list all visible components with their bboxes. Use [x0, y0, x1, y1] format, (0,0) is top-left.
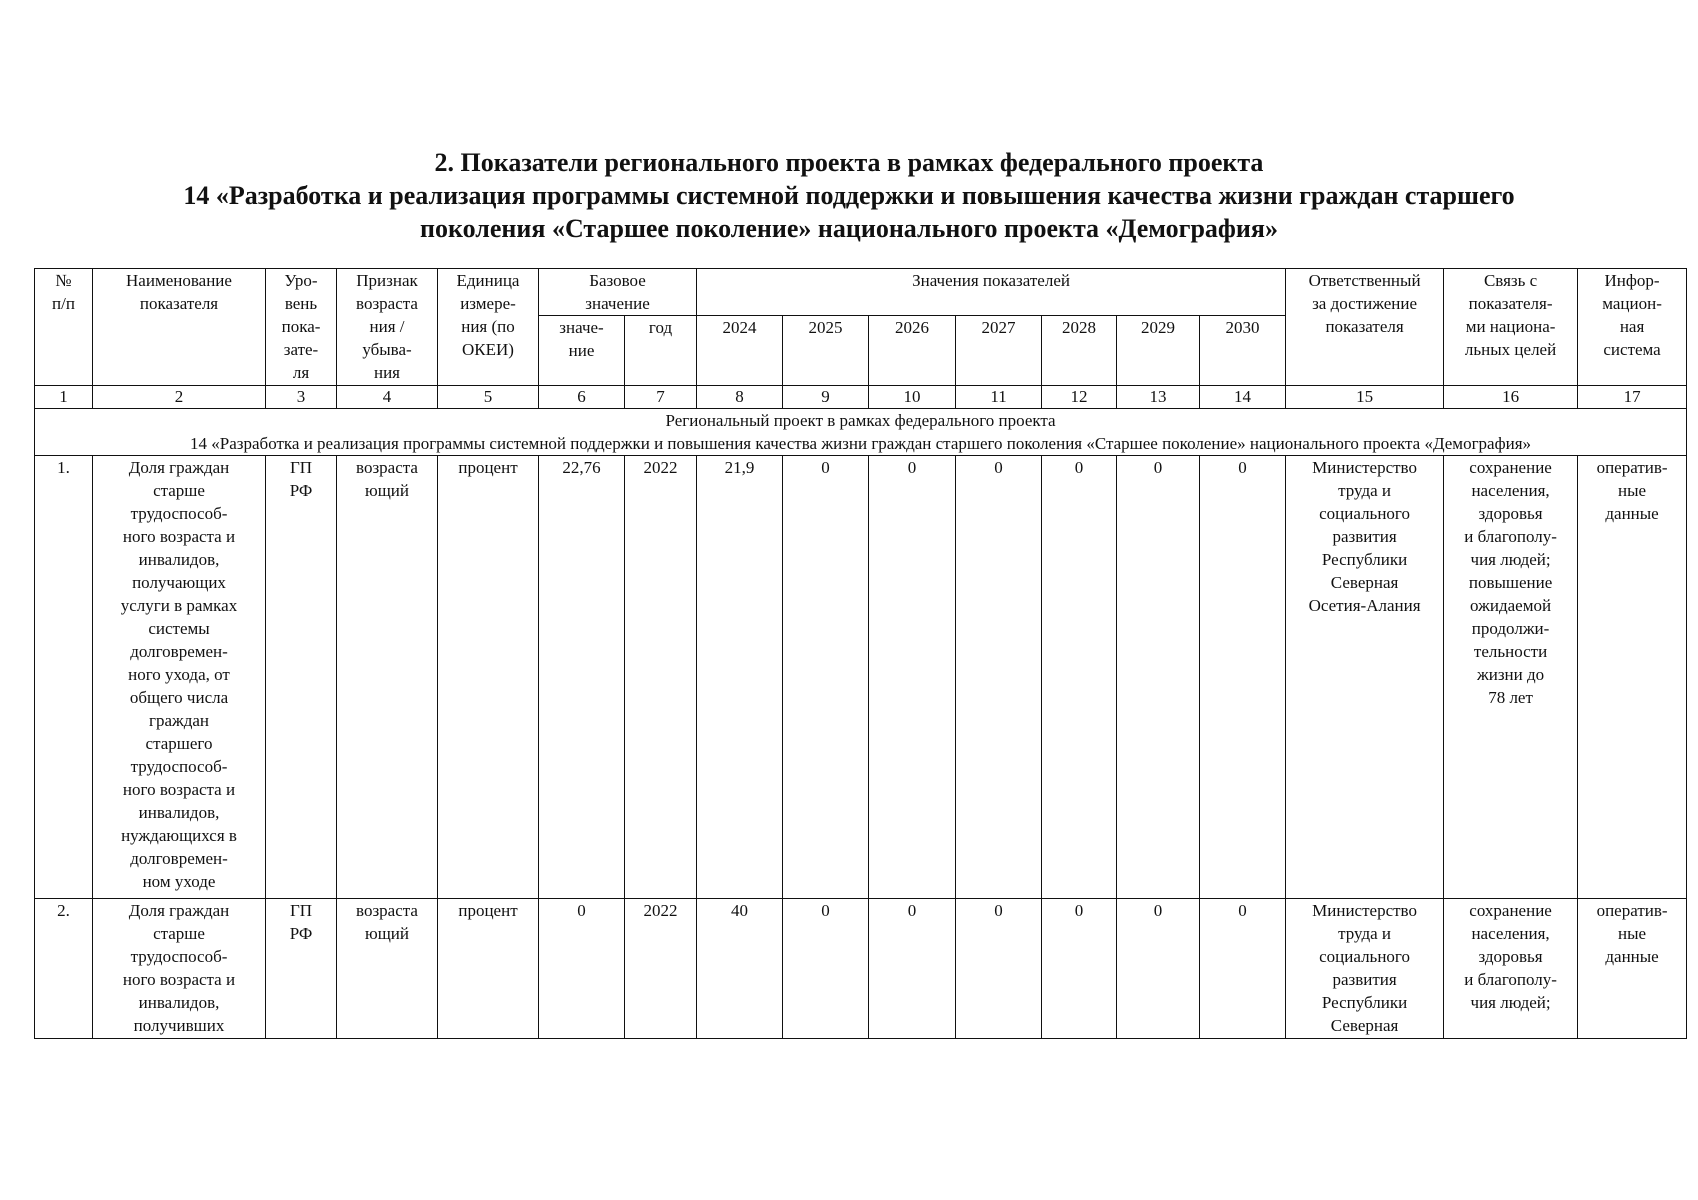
value-2030: 0 [1200, 456, 1286, 899]
value-2025: 0 [783, 456, 869, 899]
value-2027: 0 [956, 456, 1042, 899]
title-line-1: 2. Показатели регионального проекта в рамках федерального проекта [434, 148, 1264, 177]
national-goals-link: сохранение населения, здоровья и благополу- чия людей; [1444, 899, 1578, 1039]
header-responsible: Ответственный за достижение показателя [1286, 269, 1444, 386]
column-number: 9 [783, 386, 869, 409]
column-number: 7 [625, 386, 697, 409]
column-number: 12 [1042, 386, 1117, 409]
column-number: 3 [266, 386, 337, 409]
indicator-name: Доля граждан старше трудоспособ- ного возраста и инвалидов, получивших [93, 899, 266, 1039]
header-link: Связь с показателя- ми национа- льных целей [1444, 269, 1578, 386]
value-2029: 0 [1117, 456, 1200, 899]
value-2024: 40 [697, 899, 783, 1039]
header-year: 2024 [697, 316, 783, 386]
indicator-unit: процент [438, 899, 539, 1039]
header-number: № п/п [35, 269, 93, 386]
header-unit: Единица измере- ния (по ОКЕИ) [438, 269, 539, 386]
header-year: 2026 [869, 316, 956, 386]
value-2025: 0 [783, 899, 869, 1039]
base-value: 22,76 [539, 456, 625, 899]
base-year: 2022 [625, 456, 697, 899]
indicators-table [34, 268, 1687, 1039]
column-number: 4 [337, 386, 438, 409]
column-number: 13 [1117, 386, 1200, 409]
national-goals-link: сохранение населения, здоровья и благополу- чия людей; повышение ожидаемой продолжи- тельности жизни до 78 лет [1444, 456, 1578, 899]
header-year: 2029 [1117, 316, 1200, 386]
indicator-name: Доля граждан старше трудоспособ- ного возраста и инвалидов, получающих услуги в рамках системы долговремен- ного ухода, от общего числа граждан старшего трудоспособ- ного возраста и инвалидов, нуждающихся в долговремен- ном уходе [93, 456, 266, 899]
header-year: 2027 [956, 316, 1042, 386]
column-number: 11 [956, 386, 1042, 409]
header-system: Инфор- мацион- ная система [1578, 269, 1687, 386]
header-trend: Признак возраста ния / убыва- ния [337, 269, 438, 386]
column-number: 10 [869, 386, 956, 409]
value-2029: 0 [1117, 899, 1200, 1039]
header-row-1 [35, 269, 1687, 316]
information-system: оператив- ные данные [1578, 456, 1687, 899]
value-2026: 0 [869, 899, 956, 1039]
column-number: 6 [539, 386, 625, 409]
column-number: 8 [697, 386, 783, 409]
base-year: 2022 [625, 899, 697, 1039]
value-2024: 21,9 [697, 456, 783, 899]
value-2027: 0 [956, 899, 1042, 1039]
column-number: 15 [1286, 386, 1444, 409]
column-number: 16 [1444, 386, 1578, 409]
title-line-2: 14 «Разработка и реализация программы системной поддержки и повышения качества жизни граждан старшего [183, 181, 1515, 210]
section-line-1: Региональный проект в рамках федерального проекта [665, 411, 1056, 430]
page-title [0, 146, 1698, 245]
responsible: Министерство труда и социального развития Республики Северная Осетия-Алания [1286, 456, 1444, 899]
value-2026: 0 [869, 456, 956, 899]
header-base-year: год [625, 316, 697, 386]
header-year: 2030 [1200, 316, 1286, 386]
responsible: Министерство труда и социального развития Республики Северная [1286, 899, 1444, 1039]
header-base: Базовое значение [539, 269, 697, 316]
column-number: 2 [93, 386, 266, 409]
indicator-level: ГП РФ [266, 899, 337, 1039]
section-title [35, 409, 1687, 456]
header-base-value: значе- ние [539, 316, 625, 386]
indicator-trend: возраста ющий [337, 456, 438, 899]
section-line-2: 14 «Разработка и реализация программы системной поддержки и повышения качества жизни граждан старшего поколения «Старшее поколение» национального проекта «Демография» [190, 434, 1532, 453]
table-row [35, 456, 1687, 899]
indicator-level: ГП РФ [266, 456, 337, 899]
table-row [35, 899, 1687, 1039]
title-line-3: поколения «Старшее поколение» национального проекта «Демография» [420, 214, 1278, 243]
section-row [35, 409, 1687, 456]
column-number: 1 [35, 386, 93, 409]
header-values: Значения показателей [697, 269, 1286, 316]
indicator-unit: процент [438, 456, 539, 899]
row-number: 2. [35, 899, 93, 1039]
value-2028: 0 [1042, 899, 1117, 1039]
information-system: оператив- ные данные [1578, 899, 1687, 1039]
value-2028: 0 [1042, 456, 1117, 899]
value-2030: 0 [1200, 899, 1286, 1039]
column-numbers-row [35, 386, 1687, 409]
row-number: 1. [35, 456, 93, 899]
column-number: 17 [1578, 386, 1687, 409]
header-year: 2025 [783, 316, 869, 386]
header-year: 2028 [1042, 316, 1117, 386]
column-number: 14 [1200, 386, 1286, 409]
column-number: 5 [438, 386, 539, 409]
header-level: Уро- вень пока- зате- ля [266, 269, 337, 386]
base-value: 0 [539, 899, 625, 1039]
indicator-trend: возраста ющий [337, 899, 438, 1039]
header-indicator-name: Наименование показателя [93, 269, 266, 386]
